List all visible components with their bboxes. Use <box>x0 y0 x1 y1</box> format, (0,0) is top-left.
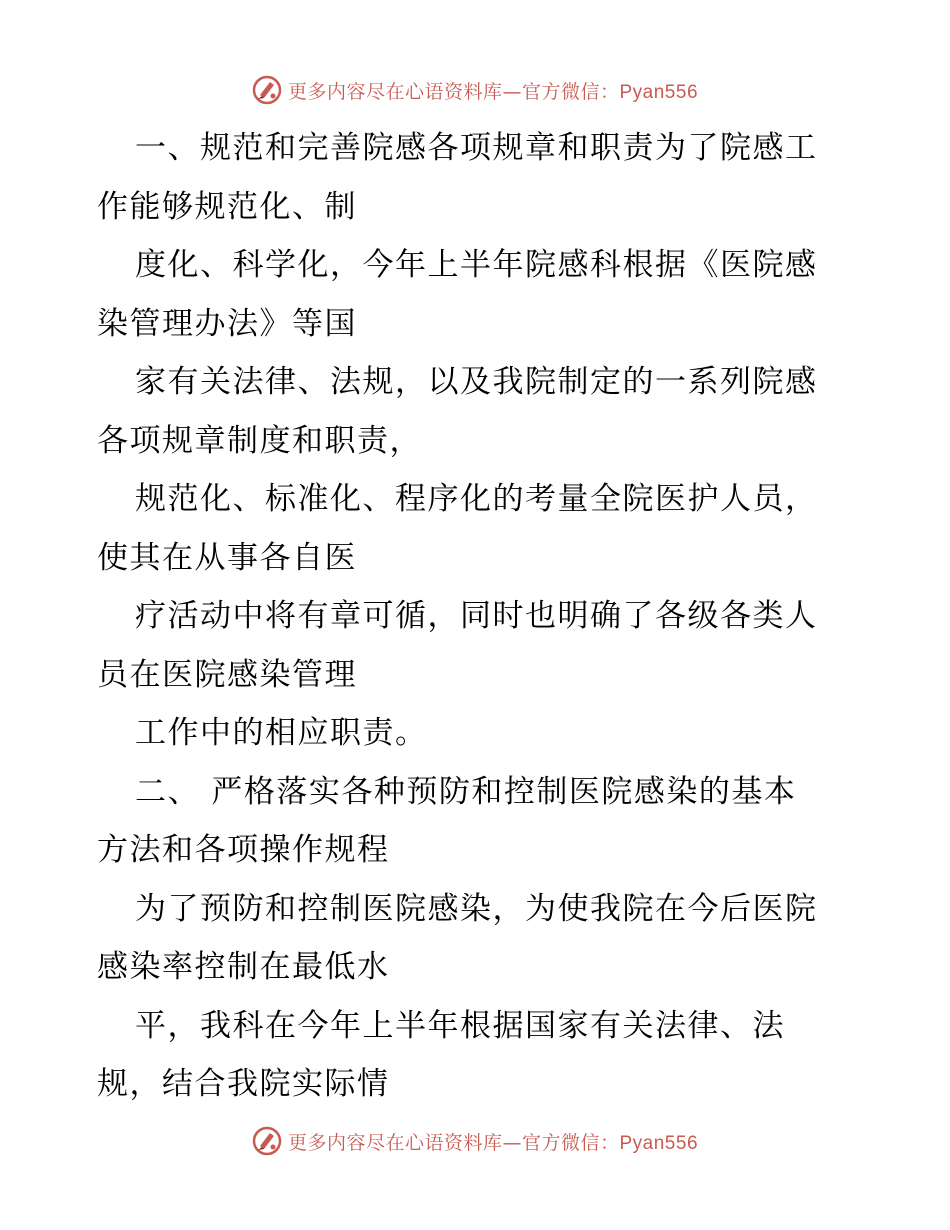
text-line: 一、规范和完善院感各项规章和职责为了院感工 <box>135 130 818 166</box>
text-line: 规，结合我院实际情 <box>97 1066 390 1102</box>
text-line: 使其在从事各自医 <box>97 539 357 576</box>
text-line: 感染率控制在最低水 <box>97 949 390 985</box>
text-line: 为了预防和控制医院感染，为使我院在今后医院 <box>135 890 818 927</box>
document-body <box>97 119 857 1114</box>
text-line: 规范化、标准化、程序化的考量全院医护人员， <box>135 481 818 517</box>
watermark-wechat-id: Pyan556 <box>619 81 699 103</box>
text-line: 工作中的相应职责。 <box>135 715 428 751</box>
text-line: 度化、科学化，今年上半年院感科根据《医院感 <box>135 247 818 283</box>
text-line: 疗活动中将有章可循，同时也明确了各级各类人 <box>135 598 818 634</box>
text-line: 方法和各项操作规程 <box>97 832 390 868</box>
text-line: 二、 严格落实各种预防和控制医院感染的基本 <box>135 773 797 810</box>
header-watermark <box>0 70 950 110</box>
watermark-wechat-id: Pyan556 <box>619 1132 699 1154</box>
brand-logo-icon <box>252 1126 282 1156</box>
text-line: 各项规章制度和职责， <box>97 422 422 459</box>
text-line: 平，我科在今年上半年根据国家有关法律、法 <box>135 1007 785 1044</box>
text-line: 家有关法律、法规，以及我院制定的一系列院感 <box>135 364 818 400</box>
watermark-text: 更多内容尽在心语资料库—官方微信：Pyan556 <box>287 80 699 103</box>
text-line: 员在医院感染管理 <box>97 656 357 693</box>
watermark-text: 更多内容尽在心语资料库—官方微信：Pyan556 <box>287 1131 699 1154</box>
brand-logo-icon <box>252 75 282 105</box>
footer-watermark <box>0 1121 950 1161</box>
text-line: 作能够规范化、制 <box>97 188 357 225</box>
text-line: 染管理办法》等国 <box>97 305 357 342</box>
